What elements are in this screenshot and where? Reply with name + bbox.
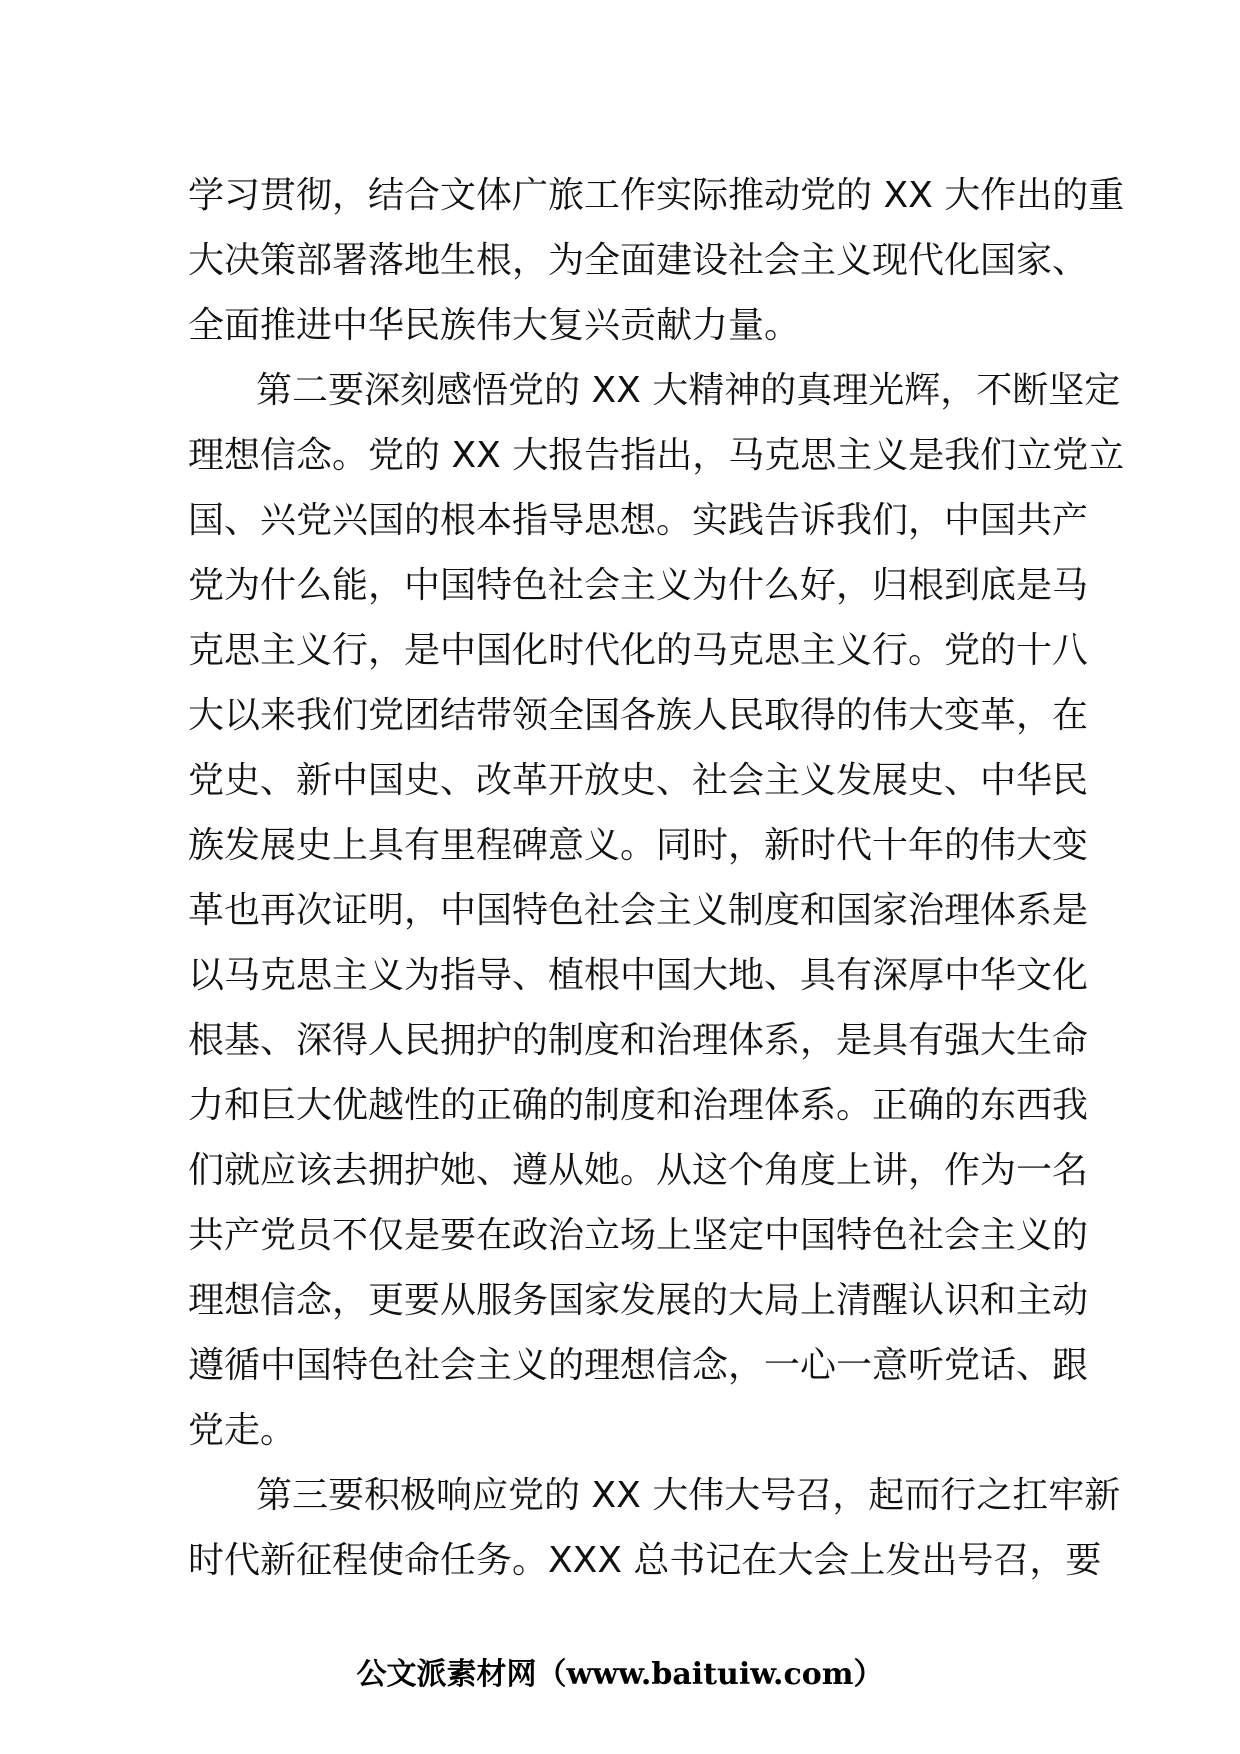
- body-text-line: 共产党员不仅是要在政治立场上坚定中国特色社会主义的: [188, 1215, 1089, 1256]
- body-text-line: 国、兴党兴国的根本指导思想。实践告诉我们，中国共产: [188, 500, 1089, 541]
- paragraph-first-line: 第二要深刻感悟党的 XX 大精神的真理光辉，不断坚定: [256, 370, 1121, 411]
- body-text-line: 党史、新中国史、改革开放史、社会主义发展史、中华民: [188, 760, 1089, 801]
- body-text-line: 学习贯彻，结合文体广旅工作实际推动党的 XX 大作出的重: [188, 175, 1125, 216]
- body-text-line: 党为什么能，中国特色社会主义为什么好，归根到底是马: [188, 565, 1089, 606]
- body-text-line: 党走。: [188, 1410, 297, 1451]
- footer-watermark: 公文派素材网（www.baituiw.com）: [356, 1657, 884, 1692]
- body-text-line: 根基、深得人民拥护的制度和治理体系，是具有强大生命: [188, 1020, 1089, 1061]
- body-text-line: 时代新征程使命任务。XXX 总书记在大会上发出号召，要: [188, 1540, 1102, 1581]
- body-text-line: 族发展史上具有里程碑意义。同时，新时代十年的伟大变: [188, 825, 1089, 866]
- body-text-line: 克思主义行，是中国化时代化的马克思主义行。党的十八: [188, 630, 1089, 671]
- body-text-line: 以马克思主义为指导、植根中国大地、具有深厚中华文化: [188, 955, 1089, 996]
- body-text-line: 大以来我们党团结带领全国各族人民取得的伟大变革，在: [188, 695, 1089, 736]
- body-text-line: 革也再次证明，中国特色社会主义制度和国家治理体系是: [188, 890, 1089, 931]
- paragraph-first-line: 第三要积极响应党的 XX 大伟大号召，起而行之扛牢新: [256, 1475, 1121, 1516]
- body-text-line: 理想信念，更要从服务国家发展的大局上清醒认识和主动: [188, 1280, 1089, 1321]
- body-text-line: 们就应该去拥护她、遵从她。从这个角度上讲，作为一名: [188, 1150, 1089, 1191]
- body-text-line: 遵循中国特色社会主义的理想信念，一心一意听党话、跟: [188, 1345, 1089, 1386]
- body-text-line: 大决策部署落地生根，为全面建设社会主义现代化国家、: [188, 240, 1089, 281]
- body-text-line: 全面推进中华民族伟大复兴贡献力量。: [188, 305, 801, 346]
- body-text-line: 力和巨大优越性的正确的制度和治理体系。正确的东西我: [188, 1085, 1089, 1126]
- body-text-line: 理想信念。党的 XX 大报告指出，马克思主义是我们立党立: [188, 435, 1125, 476]
